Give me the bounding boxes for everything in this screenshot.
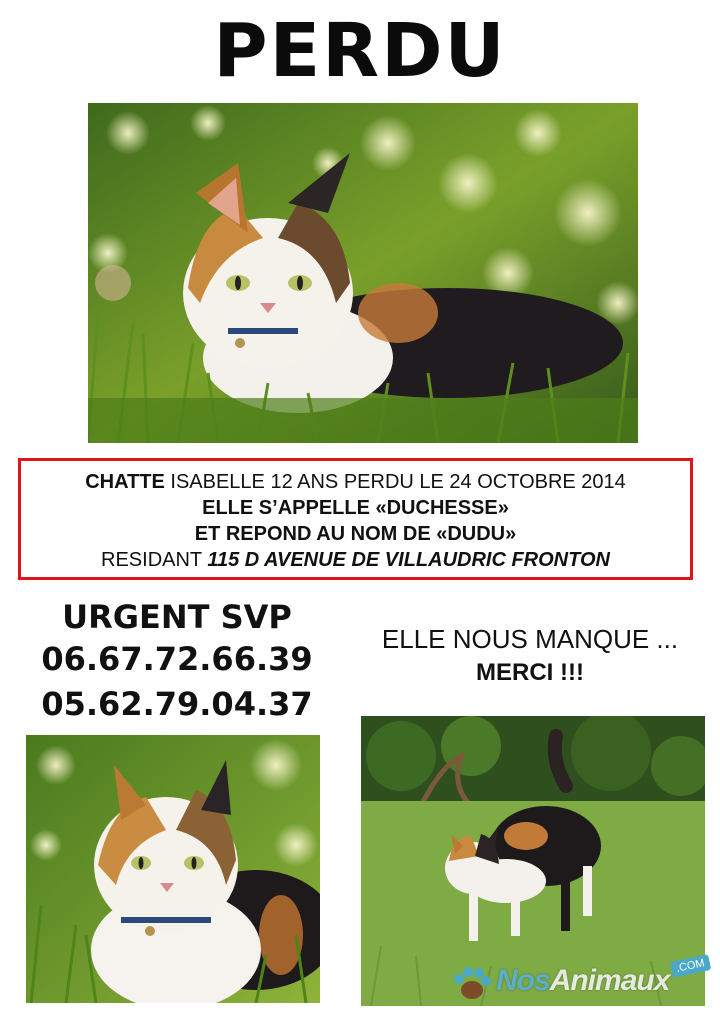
- phone-2: 05.62.79.04.37: [41, 685, 313, 723]
- closing-line-1: ELLE NOUS MANQUE ...: [381, 624, 679, 654]
- info-line-3: ET REPOND AU NOM DE «DUDU»: [194, 523, 517, 545]
- closing-block: [350, 622, 710, 690]
- closing-line-2: MERCI !!!: [476, 659, 584, 686]
- cat-photo-left: [26, 735, 320, 1003]
- info-box: [18, 458, 693, 580]
- watermark-text: [496, 964, 669, 998]
- info-line-4: [21, 547, 690, 573]
- cat-photo-main: [88, 103, 638, 443]
- info-residant: RESIDANT: [101, 549, 208, 571]
- info-line-1: [21, 469, 690, 495]
- phone-1: 06.67.72.66.39: [41, 640, 313, 678]
- nosanimaux-watermark: [448, 958, 710, 1008]
- urgent-block: [22, 597, 332, 727]
- info-details: ISABELLE 12 ANS PERDU LE 24 OCTOBRE 2014: [164, 471, 626, 493]
- poster-title: PERDU: [213, 8, 507, 94]
- watermark-com-badge: .COM: [670, 954, 711, 978]
- watermark-nos: Nos: [496, 964, 550, 997]
- paw-icon: [452, 966, 492, 1002]
- info-line-2: ELLE S’APPELLE «DUCHESSE»: [202, 497, 509, 519]
- watermark-animaux: Animaux: [549, 964, 670, 997]
- info-chatte: CHATTE: [85, 471, 165, 493]
- urgent-label: URGENT SVP: [62, 598, 292, 636]
- info-address: 115 D AVENUE DE VILLAUDRIC FRONTON: [207, 549, 610, 571]
